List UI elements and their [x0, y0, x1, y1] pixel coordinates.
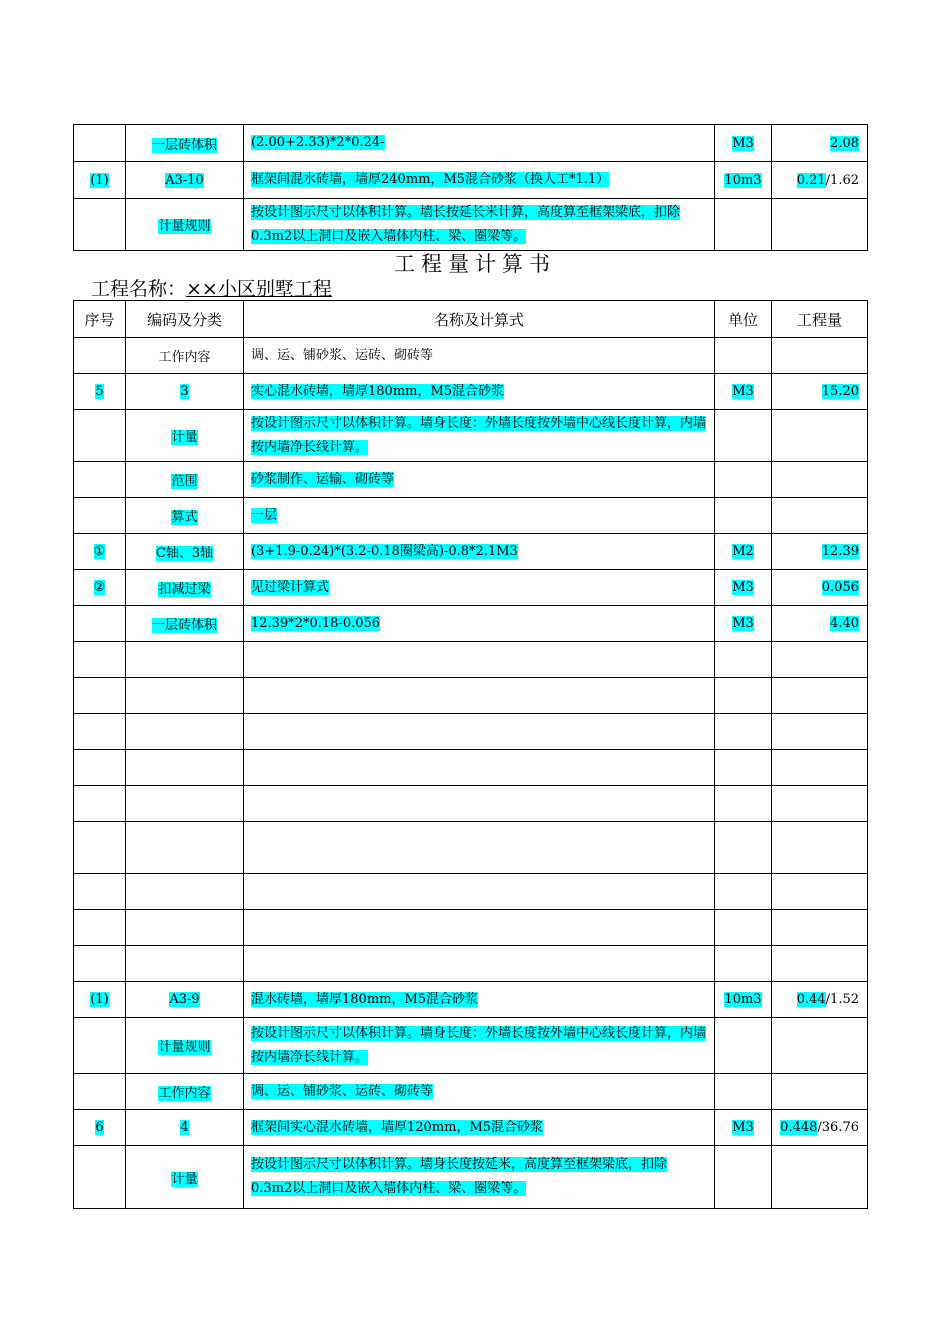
cell-seq: [74, 534, 126, 570]
quantity-table-body: [74, 338, 868, 1209]
cell-code: [126, 874, 244, 910]
cell-unit: [715, 162, 772, 199]
cell-unit: [715, 570, 772, 606]
cell-formula: [244, 678, 715, 714]
cell-formula-text: 框架间混水砖墙，墙厚240mm，M5混合砂浆（换人工*1.1）: [251, 172, 610, 187]
cell-code-text: 一层砖体积: [151, 618, 217, 633]
cell-unit: [715, 374, 772, 410]
cell-unit: [715, 678, 772, 714]
cell-qty: [772, 946, 868, 982]
cell-qty-text: 15.20: [821, 384, 859, 399]
cell-qty-extra: /36.76: [817, 1120, 859, 1135]
cell-unit-text: 10m3: [724, 992, 762, 1007]
document-title: 工程量计算书: [394, 252, 556, 276]
cell-unit: [715, 982, 772, 1018]
table-row: [74, 410, 868, 462]
cell-unit: [715, 786, 772, 822]
cell-formula-text: 调、运、铺砂浆、运砖、砌砖等: [251, 1083, 434, 1099]
table-row: [74, 910, 868, 946]
cell-qty: [772, 822, 868, 874]
cell-formula-text: 12.39*2*0.18-0.056: [251, 615, 381, 631]
cell-code: [126, 125, 244, 162]
cell-qty: [772, 534, 868, 570]
cell-seq: [74, 462, 126, 498]
cell-code: [126, 1018, 244, 1074]
cell-seq: [74, 982, 126, 1018]
cell-formula: [244, 822, 715, 874]
cell-code: [126, 410, 244, 462]
cell-formula-text: 一层: [251, 507, 278, 523]
cell-code: [126, 946, 244, 982]
table-row: [74, 946, 868, 982]
cell-code: [126, 606, 244, 642]
cell-qty-text: 0.21: [796, 172, 826, 188]
cell-formula: [244, 946, 715, 982]
table-row: [74, 750, 868, 786]
cell-formula-text: 实心混水砖墙，墙厚180mm，M5混合砂浆: [251, 383, 505, 399]
table-row: [74, 606, 868, 642]
cell-qty: [772, 199, 868, 251]
cell-formula: [244, 1110, 715, 1146]
cell-formula: [244, 750, 715, 786]
cell-unit: [715, 338, 772, 374]
header-formula: 名称及计算式: [244, 301, 715, 338]
cell-qty-text: 0.44: [796, 992, 826, 1007]
cell-unit-text: M3: [732, 580, 754, 595]
cell-code-text: 扣减过梁: [158, 582, 211, 597]
cell-code: [126, 1110, 244, 1146]
cell-qty-text: 4.40: [830, 616, 859, 631]
project-name: ××小区别墅工程: [186, 278, 332, 300]
cell-formula-text: 见过梁计算式: [251, 579, 330, 595]
cell-seq-text: 5: [95, 384, 104, 399]
cell-qty: [772, 498, 868, 534]
cell-qty: [772, 338, 868, 374]
cell-unit: [715, 1110, 772, 1146]
table-row: [74, 1018, 868, 1074]
cell-seq: [74, 1110, 126, 1146]
cell-unit: [715, 642, 772, 678]
cell-qty: [772, 874, 868, 910]
cell-code: [126, 1074, 244, 1110]
header-unit: 单位: [715, 301, 772, 338]
cell-qty: [772, 1074, 868, 1110]
cell-formula: [244, 338, 715, 374]
cell-formula: [244, 1074, 715, 1110]
cell-formula: [244, 410, 715, 462]
cell-seq: [74, 642, 126, 678]
cell-code: [126, 570, 244, 606]
cell-qty: [772, 162, 868, 199]
cell-unit: [715, 1074, 772, 1110]
cell-formula: [244, 199, 715, 251]
cell-code: [126, 910, 244, 946]
continuation-table: [73, 124, 868, 251]
cell-code: [126, 822, 244, 874]
cell-unit-text: M2: [732, 544, 754, 559]
cell-code-text: 算式: [171, 510, 198, 525]
cell-formula: [244, 462, 715, 498]
cell-qty: [772, 750, 868, 786]
project-label: 工程名称：: [91, 278, 187, 300]
cell-unit: [715, 874, 772, 910]
cell-unit: [715, 199, 772, 251]
cell-formula: [244, 570, 715, 606]
table-row: [74, 570, 868, 606]
cell-qty-extra: /1.62: [825, 172, 859, 188]
cell-code-text: C轴、3轴: [155, 546, 214, 561]
cell-formula-text: (3+1.9-0.24)*(3.2-0.18圈梁高)-0.8*2.1M3: [251, 543, 518, 559]
cell-qty: [772, 1110, 868, 1146]
table-row: [74, 498, 868, 534]
cell-unit: [715, 822, 772, 874]
cell-formula-text: 砂浆制作、运输、砌砖等: [251, 471, 395, 487]
header-qty: 工程量: [772, 301, 868, 338]
quantity-table: [73, 300, 868, 1209]
cell-code-text: 工作内容: [158, 350, 211, 365]
cell-code-text: 计量规则: [158, 219, 211, 234]
cell-unit: [715, 534, 772, 570]
cell-seq: [74, 1074, 126, 1110]
cell-unit-text: M3: [732, 135, 754, 151]
cell-qty: [772, 642, 868, 678]
cell-qty-extra: /1.52: [825, 992, 859, 1007]
cell-seq: [74, 606, 126, 642]
cell-formula: [244, 498, 715, 534]
cell-formula: [244, 534, 715, 570]
cell-formula: [244, 714, 715, 750]
cell-unit: [715, 125, 772, 162]
cell-formula-text: 框架间实心混水砖墙，墙厚120mm，M5混合砂浆: [251, 1119, 544, 1135]
cell-qty: [772, 125, 868, 162]
cell-unit: [715, 910, 772, 946]
cell-seq: [74, 162, 126, 199]
cell-formula-text: (2.00+2.33)*2*0.24-: [251, 135, 385, 150]
cell-qty: [772, 714, 868, 750]
cell-formula: [244, 982, 715, 1018]
cell-seq: [74, 125, 126, 162]
header-code: 编码及分类: [126, 301, 244, 338]
cell-seq: [74, 714, 126, 750]
cell-qty: [772, 786, 868, 822]
cell-code: [126, 338, 244, 374]
table-row: [74, 374, 868, 410]
cell-formula-text: 按设计图示尺寸以体积计算。墙长按延长米计算，高度算至框架梁底，扣除0.3m2以上洞口及嵌入墙体内柱、梁、圈梁等。: [251, 204, 681, 244]
cell-code-text: 工作内容: [158, 1086, 211, 1101]
cell-code: [126, 750, 244, 786]
cell-formula-text: 混水砖墙，墙厚180mm，M5混合砂浆: [251, 991, 479, 1007]
cell-qty: [772, 910, 868, 946]
cell-formula: [244, 606, 715, 642]
cell-qty: [772, 1146, 868, 1209]
cell-qty: [772, 678, 868, 714]
cell-code: [126, 162, 244, 199]
cell-code: [126, 642, 244, 678]
cell-seq: [74, 199, 126, 251]
table-row: [74, 982, 868, 1018]
cell-qty: [772, 410, 868, 462]
table-row: [74, 642, 868, 678]
table-row: [74, 125, 868, 162]
cell-unit: [715, 750, 772, 786]
cell-qty: [772, 462, 868, 498]
cell-unit: [715, 1146, 772, 1209]
cell-formula: [244, 1018, 715, 1074]
cell-formula: [244, 162, 715, 199]
cell-formula: [244, 125, 715, 162]
header-seq: 序号: [74, 301, 126, 338]
cell-seq: [74, 874, 126, 910]
cell-seq: [74, 946, 126, 982]
cell-unit: [715, 606, 772, 642]
cell-qty-text: 12.39: [821, 544, 859, 559]
cell-unit-text: M3: [732, 1120, 754, 1135]
cell-qty-text: 2.08: [830, 135, 859, 151]
table-row: [74, 874, 868, 910]
cell-qty-text: 0.448: [780, 1120, 818, 1135]
cell-seq: [74, 678, 126, 714]
cell-qty: [772, 982, 868, 1018]
table-row: [74, 462, 868, 498]
cell-code-text: 计量: [171, 1171, 198, 1187]
cell-unit: [715, 714, 772, 750]
cell-seq: [74, 750, 126, 786]
table-header-row: [74, 301, 868, 338]
cell-code-text: 范围: [171, 474, 198, 489]
cell-seq-text: (1): [90, 172, 109, 188]
cell-seq: [74, 374, 126, 410]
table-row: [74, 199, 868, 251]
cell-unit: [715, 462, 772, 498]
cell-seq-text: ②: [93, 580, 106, 595]
cell-seq: [74, 910, 126, 946]
table-row: [74, 338, 868, 374]
cell-seq-text: 6: [95, 1120, 104, 1135]
table-row: [74, 786, 868, 822]
cell-code-text: 一层砖体积: [151, 137, 217, 153]
cell-code: [126, 374, 244, 410]
cell-code-text: A3-9: [169, 992, 200, 1007]
cell-seq-text: (1): [90, 992, 109, 1007]
cell-unit-text: M3: [732, 616, 754, 631]
cell-unit-text: 10m3: [724, 172, 762, 188]
cell-formula-text: 按设计图示尺寸以体积计算。墙身长度按延米，高度算至框架梁底，扣除0.3m2以上洞口及嵌入墙体内柱、梁、圈梁等。: [251, 1157, 668, 1196]
table-row: [74, 714, 868, 750]
cell-code: [126, 982, 244, 1018]
cell-code: [126, 1146, 244, 1209]
cell-seq: [74, 1018, 126, 1074]
cell-seq: [74, 786, 126, 822]
cell-code: [126, 714, 244, 750]
cell-formula: [244, 642, 715, 678]
cell-unit: [715, 410, 772, 462]
cell-code: [126, 678, 244, 714]
cell-code: [126, 199, 244, 251]
cell-formula: [244, 1146, 715, 1209]
cell-formula: [244, 374, 715, 410]
cell-formula: [244, 786, 715, 822]
cell-formula-text: 按设计图示尺寸以体积计算。墙身长度：外墙长度按外墙中心线长度计算，内墙按内墙净长线计算。: [251, 1025, 707, 1065]
table-row: [74, 1110, 868, 1146]
cell-formula: [244, 910, 715, 946]
cell-code: [126, 498, 244, 534]
cell-qty: [772, 1018, 868, 1074]
table-row: [74, 678, 868, 714]
cell-unit: [715, 1018, 772, 1074]
cell-code-text: 3: [180, 384, 189, 399]
cell-formula: [244, 874, 715, 910]
cell-code: [126, 534, 244, 570]
cell-code-text: 4: [180, 1120, 189, 1135]
cell-unit-text: M3: [732, 384, 754, 399]
cell-seq: [74, 570, 126, 606]
cell-seq: [74, 498, 126, 534]
table-row: [74, 534, 868, 570]
table-row: [74, 822, 868, 874]
cell-seq: [74, 410, 126, 462]
cell-qty: [772, 374, 868, 410]
cell-qty: [772, 606, 868, 642]
cell-seq: [74, 338, 126, 374]
cell-qty-text: 0.056: [821, 580, 859, 595]
cell-formula-text: 调、运、铺砂浆、运砖、砌砖等: [251, 347, 434, 363]
cell-code-text: 计量规则: [158, 1040, 211, 1055]
continuation-table-body: [74, 125, 868, 251]
cell-unit: [715, 946, 772, 982]
table-row: [74, 1074, 868, 1110]
cell-code-text: A3-10: [165, 172, 204, 188]
cell-code-text: 计量: [171, 430, 198, 445]
cell-seq: [74, 822, 126, 874]
project-line: [91, 276, 332, 302]
cell-unit: [715, 498, 772, 534]
table-row: [74, 162, 868, 199]
cell-seq: [74, 1146, 126, 1209]
cell-seq-text: ①: [93, 544, 106, 559]
cell-code: [126, 786, 244, 822]
cell-formula-text: 按设计图示尺寸以体积计算。墙身长度：外墙长度按外墙中心线长度计算，内墙按内墙净长线计算。: [251, 415, 707, 455]
table-row: [74, 1146, 868, 1209]
cell-code: [126, 462, 244, 498]
cell-qty: [772, 570, 868, 606]
